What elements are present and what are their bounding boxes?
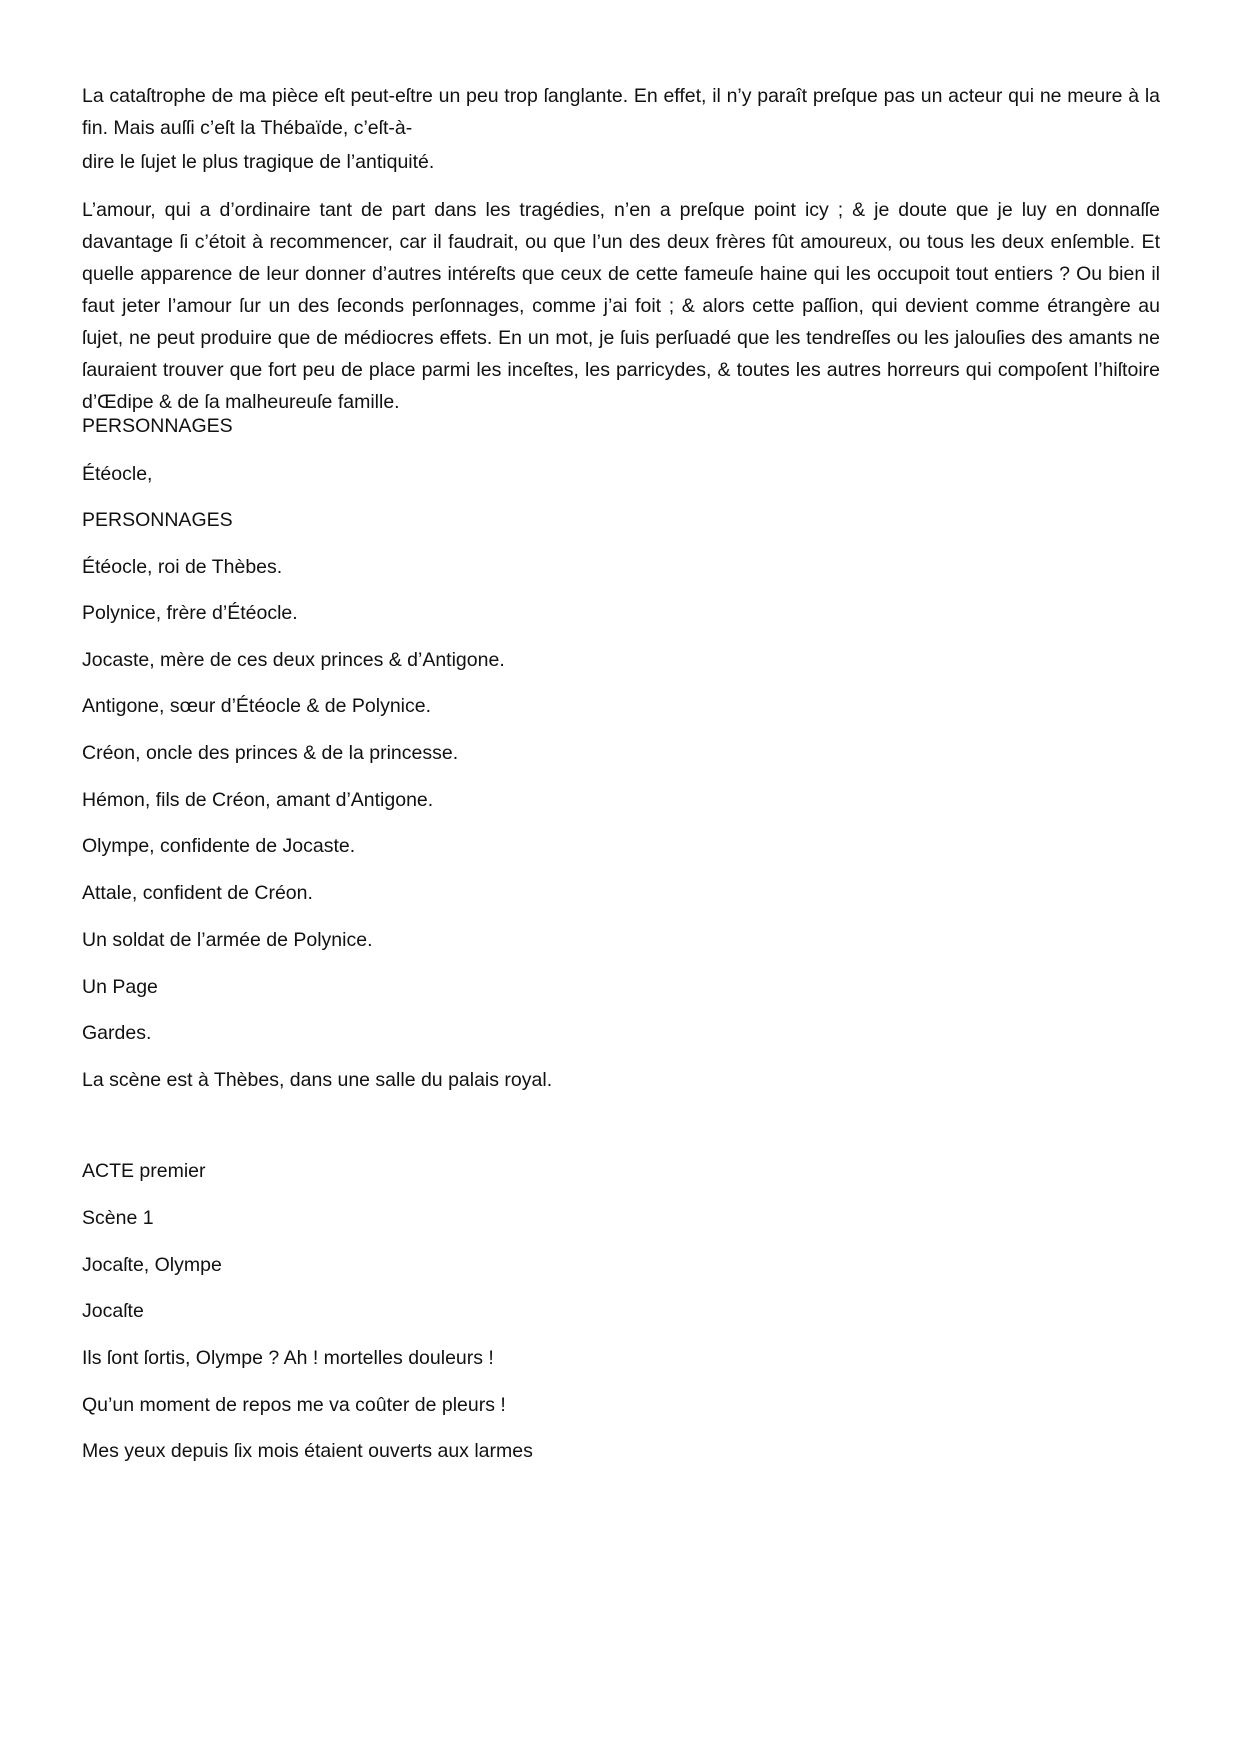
eteocle-fragment: Étéocle,	[82, 463, 153, 485]
scene-title: Scène 1	[82, 1207, 154, 1229]
verse-line: Ils ſont ſortis, Olympe ? Ah ! mortelles douleurs !	[82, 1347, 494, 1369]
character-entry: Polynice, frère d’Étéocle.	[82, 602, 298, 624]
character-entry: Un soldat de l’armée de Polynice.	[82, 929, 373, 951]
character-entry: Attale, confident de Créon.	[82, 882, 313, 904]
character-entry: Antigone, sœur d’Étéocle & de Polynice.	[82, 695, 432, 717]
speaker-name: Jocaſte	[82, 1300, 144, 1322]
character-entry: Créon, oncle des princes & de la princesse.	[82, 742, 459, 764]
character-entry: Un Page	[82, 976, 158, 998]
character-entry: Hémon, fils de Créon, amant d’Antigone.	[82, 789, 434, 811]
preface-paragraph-1: La cataſtrophe de ma pièce eſt peut-eſtre un peu trop ſanglante. En effet, il n’y paraît preſque pas un acteur qui ne meure à la fin. Mais auſſi c’eſt la Thébaïde, c’eſt-à-	[82, 85, 1160, 139]
character-entry: Olympe, confidente de Jocaste.	[82, 835, 356, 857]
character-entry: Gardes.	[82, 1022, 152, 1044]
personnages-heading: PERSONNAGES	[82, 415, 233, 437]
preface-paragraph-2: dire le ſujet le plus tragique de l’antiquité.	[82, 151, 435, 173]
verse-line: Mes yeux depuis ſix mois étaient ouverts aux larmes	[82, 1440, 533, 1462]
character-entry: Étéocle, roi de Thèbes.	[82, 556, 283, 578]
verse-line: Qu’un moment de repos me va coûter de pleurs !	[82, 1394, 506, 1416]
character-entry: Jocaste, mère de ces deux princes & d’Antigone.	[82, 649, 505, 671]
personnages-heading-repeat: PERSONNAGES	[82, 509, 233, 531]
preface-paragraph-3: L’amour, qui a d’ordinaire tant de part dans les tragédies, n’en a preſque point icy ; & je doute que je luy en donnaſſe davantage ſi c’étoit à recommencer, car il faudrait, ou que l’un des deux frères fût amoureux, ou tous les deux enſemble. Et quelle apparence de leur donner d’autres intéreſts que ceux de cette fameuſe haine qui les occupoit tout entiers ? Ou bien il faut jeter l’amour ſur un des ſeconds perſonnages, comme j’ai foit ; & alors cette paſſion, qui devient comme étrangère au ſujet, ne peut produire que de médiocres effets. En un mot, je ſuis perſuadé que les tendreſſes ou les jalouſies des amants ne ſauraient trouver que fort peu de place parmi les inceſtes, les parricydes, & toutes les autres horreurs qui compoſent l’hiſtoire d’Œdipe & de ſa malheureuſe famille.	[82, 199, 1160, 413]
act-title: ACTE premier	[82, 1160, 206, 1182]
scene-characters: Jocaſte, Olympe	[82, 1254, 222, 1276]
scene-setting: La scène est à Thèbes, dans une salle du palais royal.	[82, 1069, 553, 1091]
